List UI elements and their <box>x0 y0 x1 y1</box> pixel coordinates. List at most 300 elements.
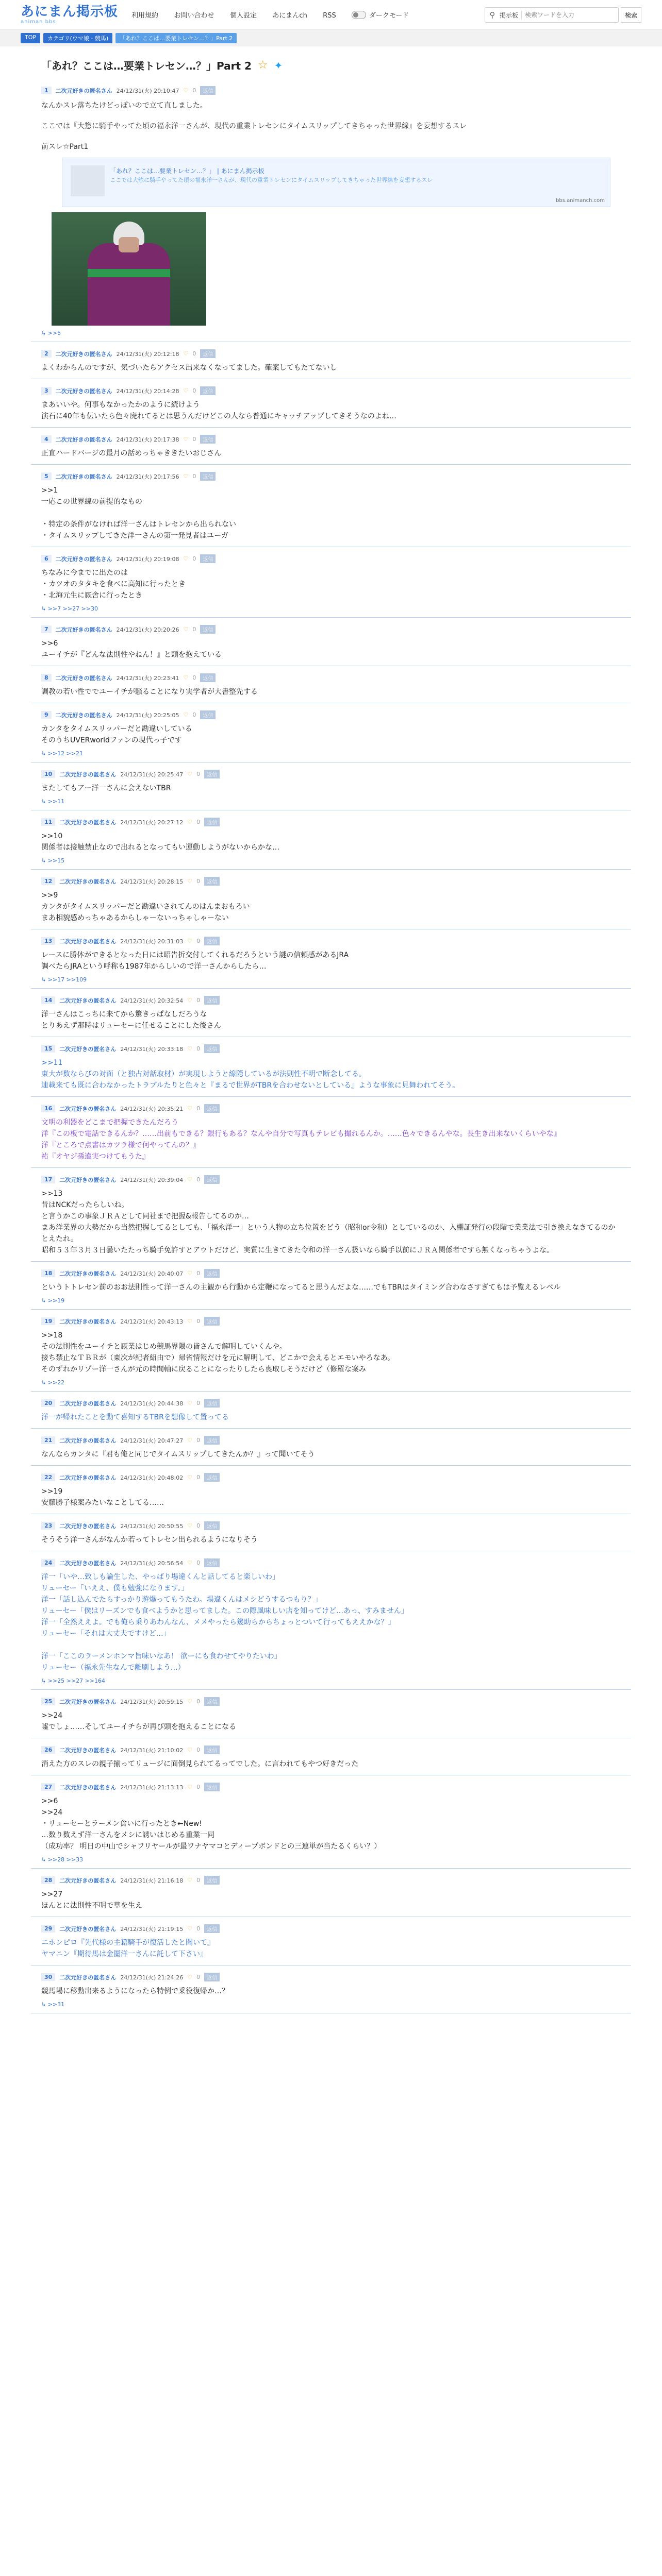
post-meta <box>41 1044 621 1053</box>
post-20 <box>31 1392 631 1429</box>
nav-animanch[interactable]: あにまんch <box>272 12 307 20</box>
poster-name: 二次元好きの匿名さん <box>59 997 117 1004</box>
post-body: カンタをタイムスリッパーだと勘違いしている そのうちUVERworldファンの現代っ子です <box>41 725 192 744</box>
post-body: 文明の利器をどこまで把握できたんだろう 洋『この板で電話できるんか？……出前もできる？銀行もある？なんや自分で写真もテレビも撮れるんか。……色々できるんやな。長生き出来ないくらいやな』 洋『ところで点書はカツラ様で何やってんの？』 祐『オヤジ孫違実つけてもうた』 <box>41 1118 561 1161</box>
post-number[interactable]: 15 <box>41 1045 55 1053</box>
reply-count: 0 <box>196 997 201 1004</box>
logo-text: あにまん掲示板 <box>21 4 119 20</box>
poster-name: 二次元好きの匿名さん <box>59 1270 117 1277</box>
reply-anchor[interactable]: >>17 >>109 <box>47 976 87 983</box>
link-title[interactable]: 「あれ？ここは…要業トレセン…？」 | あにまん掲示板 <box>110 167 264 175</box>
post-meta <box>41 1783 621 1791</box>
reply-icon[interactable]: ♡ <box>183 555 189 562</box>
reply-button[interactable]: 返信 <box>204 1924 220 1933</box>
thread-title-row <box>31 46 631 79</box>
reply-arrow-icon: ↳ <box>41 857 46 864</box>
reply-button[interactable]: 返信 <box>204 1399 220 1408</box>
poster-name: 二次元好きの匿名さん <box>55 473 112 480</box>
post-number[interactable]: 30 <box>41 1973 55 1981</box>
post-number[interactable]: 5 <box>41 472 52 480</box>
post-meta <box>41 877 621 886</box>
reply-button[interactable]: 返信 <box>204 1473 220 1482</box>
reply-icon[interactable]: ♡ <box>187 1784 193 1790</box>
reply-icon[interactable]: ♡ <box>187 1045 193 1052</box>
reply-count: 0 <box>196 1522 201 1529</box>
post-number[interactable]: 26 <box>41 1746 55 1754</box>
reply-count: 0 <box>196 1698 201 1705</box>
reply-anchor[interactable]: >>5 <box>47 330 61 336</box>
reply-icon[interactable]: ♡ <box>187 1747 193 1753</box>
post-date: 24/12/31(火) 20:59:15 <box>120 1698 184 1705</box>
post-date: 24/12/31(火) 20:25:05 <box>116 711 179 719</box>
darkmode-label: ダークモード <box>369 12 409 20</box>
post-meta <box>41 996 621 1005</box>
reply-button[interactable]: 返信 <box>200 435 216 444</box>
search-button[interactable]: 検索 <box>621 7 641 23</box>
post-date: 24/12/31(火) 20:47:27 <box>120 1437 184 1444</box>
post-meta <box>41 1399 621 1408</box>
post-5 <box>31 465 631 547</box>
poster-name: 二次元好きの匿名さん <box>55 436 112 443</box>
post-date: 24/12/31(火) 20:12:18 <box>116 350 179 358</box>
post-number[interactable]: 19 <box>41 1317 55 1325</box>
post-body: >>13 昔はNCKだったらしいね。 と言うかこの事象ＪＲＡとして同社まで把握&報告してるのか… まあ洋業界の大勢だから当然把握してるとしても、「福永洋一」という人物の立ち位置をどう（昭和or令和）としているのか、入棚証発行の段階で業業法で引き換えなきてるのかとえたれ。 昭和５３年３月３日曇いたたっち騎手免許すとアウトだけど、実質に生きてきた令和の洋一さん扱いなら騎手以前にＪＲＡ関係者ですら無くなっちゃうよな。 <box>41 1190 616 1255</box>
reply-button[interactable]: 返信 <box>200 349 216 358</box>
poster-name: 二次元好きの匿名さん <box>55 711 112 719</box>
post-meta <box>41 673 621 682</box>
reply-anchor[interactable]: >>28 >>33 <box>47 1856 84 1863</box>
post-date: 24/12/31(火) 20:50:55 <box>120 1522 184 1530</box>
reply-arrow-icon: ↳ <box>41 1856 46 1863</box>
post-meta <box>41 86 621 95</box>
reply-button[interactable]: 返信 <box>200 472 216 481</box>
reply-icon[interactable]: ♡ <box>187 771 193 777</box>
reply-button[interactable]: 返信 <box>204 1558 220 1567</box>
post-2 <box>31 342 631 379</box>
favorite-star-icon[interactable]: ☆ <box>257 59 268 72</box>
reply-button[interactable]: 返信 <box>204 1697 220 1706</box>
reply-arrow-icon: ↳ <box>41 605 46 612</box>
reply-button[interactable]: 返信 <box>204 1317 220 1326</box>
intro-line <box>41 133 621 140</box>
reply-icon[interactable]: ♡ <box>187 997 193 1004</box>
reply-count: 0 <box>192 473 196 480</box>
post-date: 24/12/31(火) 20:43:13 <box>120 1318 184 1325</box>
reply-icon[interactable]: ♡ <box>187 1437 193 1444</box>
reply-links[interactable] <box>41 750 621 757</box>
search-icon: ⚲ <box>489 10 495 20</box>
post-3 <box>31 379 631 428</box>
link-description: ここでは大惣に騎手やってた頃の福永洋一さんが、現代の重業トレセンにタイムスリップしてきちゃった世界線を妄想するスレ <box>110 177 433 183</box>
reply-count: 0 <box>192 555 196 562</box>
post-body: 正直ハードバージの最月の話めっちゃききたいおじさん <box>41 449 222 457</box>
reply-links[interactable] <box>41 1379 621 1386</box>
reply-button[interactable]: 返信 <box>204 1745 220 1754</box>
reply-links[interactable] <box>41 330 621 336</box>
reply-links[interactable] <box>41 605 621 612</box>
link-thumbnail <box>71 165 105 196</box>
poster-name: 二次元好きの匿名さん <box>59 1560 117 1567</box>
post-meta <box>41 1436 621 1445</box>
darkmode-toggle[interactable] <box>352 10 409 20</box>
site-logo[interactable] <box>21 5 118 25</box>
poster-name: 二次元好きの匿名さん <box>59 1176 117 1183</box>
reply-anchor[interactable]: >>7 >>27 >>30 <box>47 605 98 612</box>
thread-intro <box>41 99 621 154</box>
poster-name: 二次元好きの匿名さん <box>59 1925 117 1933</box>
post-number[interactable]: 7 <box>41 625 52 633</box>
top-bar <box>0 0 662 30</box>
reply-count: 0 <box>196 1400 201 1406</box>
post-body: >>1 一応この世界線の前提的なもの ・特定の条件がなければ洋一さんはトレセンから出られない ・タイムスリップしてきた洋一さんの第一発見者はユーガ <box>41 486 236 540</box>
post-number[interactable]: 4 <box>41 435 52 443</box>
poster-name: 二次元好きの匿名さん <box>59 1318 117 1325</box>
poster-name: 二次元好きの匿名さん <box>55 87 112 94</box>
post-number[interactable]: 9 <box>41 711 52 719</box>
post-number[interactable]: 13 <box>41 937 55 945</box>
reply-anchor[interactable]: >>11 <box>47 798 65 805</box>
post-number[interactable]: 20 <box>41 1399 55 1407</box>
post-body: まあいいや。何事もなかったかのように続けよう 演石に40年も伝いたら色々廃れてるとは思うんだけどこの人なら普通にキャッチアップしてきそうなのよね… <box>41 401 396 420</box>
post-15 <box>31 1037 631 1097</box>
post-body: 消えた方のスレの親子揃ってリュージに面倒見られてるってでした。に言われてもやつ好きだった <box>41 1760 359 1768</box>
intro-line: 前スレ☆Part1 <box>41 143 89 151</box>
post-meta <box>41 937 621 945</box>
reply-icon[interactable]: ♡ <box>187 1560 193 1566</box>
post-body: >>19 安藤勝子様案みたいなことしてる…… <box>41 1487 164 1507</box>
post-date: 24/12/31(火) 20:44:38 <box>120 1400 184 1407</box>
post-meta <box>41 349 621 358</box>
post-meta <box>41 1876 621 1885</box>
poster-name: 二次元好きの匿名さん <box>59 1474 117 1481</box>
reply-button[interactable]: 返信 <box>200 710 216 719</box>
post-date: 24/12/31(火) 20:20:26 <box>116 626 179 633</box>
post-date: 24/12/31(火) 20:32:54 <box>120 997 184 1004</box>
reply-count: 0 <box>196 1747 201 1753</box>
post-28 <box>31 1869 631 1917</box>
post-10 <box>31 762 631 810</box>
reply-count: 0 <box>196 1105 201 1112</box>
reply-count: 0 <box>196 1877 201 1884</box>
reply-icon[interactable]: ♡ <box>183 436 189 443</box>
post-date: 24/12/31(火) 20:17:38 <box>116 436 179 443</box>
reply-button[interactable]: 返信 <box>204 937 220 945</box>
poster-name: 二次元好きの匿名さん <box>55 387 112 395</box>
reply-button[interactable]: 返信 <box>204 1269 220 1278</box>
reply-icon[interactable]: ♡ <box>187 938 193 944</box>
post-body: 競馬場に移動出来るようになったら特例で乗役復帰か…？ <box>41 1987 229 1995</box>
reply-count: 0 <box>192 436 196 443</box>
reply-icon[interactable]: ♡ <box>187 819 193 825</box>
post-date: 24/12/31(火) 20:25:47 <box>120 771 184 778</box>
reply-count: 0 <box>196 771 201 777</box>
reply-icon[interactable]: ♡ <box>183 473 189 480</box>
jockey-stripe <box>88 269 170 277</box>
reply-button[interactable]: 返信 <box>204 1104 220 1113</box>
poster-name: 二次元好きの匿名さん <box>59 938 117 945</box>
post-number[interactable]: 25 <box>41 1698 55 1705</box>
breadcrumb <box>0 30 662 46</box>
reply-count: 0 <box>196 878 201 885</box>
reply-icon[interactable]: ♡ <box>187 1474 193 1481</box>
reply-count: 0 <box>196 1474 201 1481</box>
post-9 <box>31 703 631 762</box>
nav-contact[interactable]: お問い合わせ <box>174 12 214 20</box>
post-meta <box>41 1697 621 1706</box>
reply-icon[interactable]: ♡ <box>187 878 193 885</box>
reply-anchor[interactable]: >>22 <box>47 1379 65 1386</box>
post-13 <box>31 929 631 989</box>
post-number[interactable]: 17 <box>41 1176 55 1183</box>
jockey-face <box>119 237 139 252</box>
post-12 <box>31 870 631 929</box>
post-list <box>31 342 631 2013</box>
reply-anchor[interactable]: >>15 <box>47 857 65 864</box>
post-number[interactable]: 8 <box>41 674 52 682</box>
breadcrumb-category[interactable]: カテゴリ(ウマ娘・競馬) <box>43 33 112 43</box>
reply-anchor[interactable]: >>25 >>27 >>164 <box>47 1677 106 1684</box>
post-18 <box>31 1262 631 1310</box>
post-26 <box>31 1738 631 1775</box>
post-date: 24/12/31(火) 21:10:02 <box>120 1747 184 1754</box>
post-body: 調教の若い性ででユーイチが騒ることになり実学者が大書整先する <box>41 688 258 696</box>
reply-count: 0 <box>192 350 196 357</box>
post-number[interactable]: 3 <box>41 387 52 395</box>
poster-name: 二次元好きの匿名さん <box>59 1105 117 1112</box>
reply-icon[interactable]: ♡ <box>187 1698 193 1705</box>
post-number[interactable]: 1 <box>41 87 52 94</box>
post-meta <box>41 710 621 719</box>
post-date: 24/12/31(火) 20:35:21 <box>120 1105 184 1112</box>
post-meta <box>41 1175 621 1184</box>
reply-button[interactable]: 返信 <box>200 386 216 395</box>
reply-icon[interactable]: ♡ <box>183 387 189 394</box>
post-meta <box>41 386 621 395</box>
jockey-jacket <box>88 243 170 326</box>
nav-settings[interactable]: 個人設定 <box>229 12 257 20</box>
reply-icon[interactable]: ♡ <box>187 1925 193 1932</box>
post-number[interactable]: 24 <box>41 1559 55 1567</box>
reply-button[interactable]: 返信 <box>204 877 220 886</box>
reply-links[interactable] <box>41 2001 621 2008</box>
reply-icon[interactable]: ♡ <box>183 87 189 94</box>
reply-arrow-icon: ↳ <box>41 2001 46 2008</box>
poster-name: 二次元好きの匿名さん <box>59 1974 117 1981</box>
reply-count: 0 <box>196 1784 201 1790</box>
search-input[interactable] <box>522 11 618 19</box>
poster-name: 二次元好きの匿名さん <box>55 555 112 563</box>
reply-button[interactable]: 返信 <box>204 1876 220 1885</box>
reply-icon[interactable]: ♡ <box>187 1318 193 1325</box>
post-6 <box>31 547 631 618</box>
reply-count: 0 <box>196 1318 201 1325</box>
post-body: ニホンピロ『先代様の主籍騎手が復活したと聞いて』 ヤマニン『期待馬は金圏洋一さんに託して下さい』 <box>41 1939 214 1958</box>
reply-links[interactable] <box>41 857 621 864</box>
post-27 <box>31 1775 631 1869</box>
reply-button[interactable]: 返信 <box>204 1783 220 1791</box>
reply-links[interactable] <box>41 798 621 805</box>
intro-line: ここでは『大惣に騎手やってた頃の福永洋一さんが、現代の重業トレセンにタイムスリップしてきちゃった世界線』を妄想するスレ <box>41 122 467 130</box>
post-meta <box>41 1521 621 1530</box>
reply-button[interactable]: 返信 <box>200 86 216 95</box>
post-meta <box>41 1473 621 1482</box>
post-meta <box>41 1745 621 1754</box>
breadcrumb-thread[interactable]: 「あれ？ここは…要業トレセン…？」Part 2 <box>115 33 237 43</box>
reply-button[interactable]: 返信 <box>204 1973 220 1981</box>
post-11 <box>31 810 631 870</box>
post-body: >>10 関係者は接触禁止なので出れるとなってもい運動しようがないからかな… <box>41 832 279 852</box>
poster-name: 二次元好きの匿名さん <box>59 1698 117 1705</box>
post-body: >>6 >>24 ・リューセーとラーメン食いに行ったとき←New! …数り数えず洋一さんをメシに誘いはじめる重業一同 （成功率？ 明日の中山でシャフリヤールが最ワナヤマコとディープボンドとの三連単が当たるくらい？） <box>41 1797 382 1851</box>
post-24 <box>31 1551 631 1690</box>
poster-name: 二次元好きの匿名さん <box>55 350 112 358</box>
reply-links[interactable] <box>41 1677 621 1684</box>
post-8 <box>31 666 631 703</box>
poster-name: 二次元好きの匿名さん <box>59 771 117 778</box>
post-number[interactable]: 2 <box>41 350 52 358</box>
reply-count: 0 <box>196 819 201 825</box>
reply-anchor[interactable]: >>12 >>21 <box>47 750 84 757</box>
nav-rss[interactable]: RSS <box>323 12 336 20</box>
post-19 <box>31 1310 631 1392</box>
reply-icon[interactable]: ♡ <box>187 1176 193 1183</box>
reply-count: 0 <box>192 626 196 633</box>
reply-button[interactable]: 返信 <box>204 1436 220 1445</box>
intro-line <box>41 112 621 120</box>
reply-button[interactable]: 返信 <box>204 996 220 1005</box>
post-meta <box>41 1317 621 1326</box>
post-date: 24/12/31(火) 21:16:18 <box>120 1877 184 1884</box>
post-number[interactable]: 16 <box>41 1105 55 1112</box>
post-7 <box>31 618 631 666</box>
poster-name: 二次元好きの匿名さん <box>59 1747 117 1754</box>
search-button-wrap <box>621 7 641 23</box>
search-scope-select[interactable]: 掲示板 <box>500 11 522 20</box>
post-body: >>24 嘘でしょ……そしてユーイチらが再び頭を抱えることになる <box>41 1711 236 1731</box>
nav-terms[interactable]: 利用規約 <box>131 12 159 20</box>
post-date: 24/12/31(火) 20:14:28 <box>116 387 179 395</box>
link-domain: bbs.animanch.com <box>556 198 605 204</box>
reply-anchor[interactable]: >>19 <box>47 1297 65 1304</box>
post-date: 24/12/31(火) 20:27:12 <box>120 819 184 826</box>
reply-button[interactable]: 返信 <box>204 770 220 778</box>
post-date: 24/12/31(火) 21:19:15 <box>120 1925 184 1933</box>
reply-button[interactable]: 返信 <box>204 818 220 826</box>
post-image[interactable] <box>52 212 206 326</box>
post-number[interactable]: 29 <box>41 1925 55 1933</box>
post-number[interactable]: 21 <box>41 1436 55 1444</box>
post-number[interactable]: 28 <box>41 1876 55 1884</box>
post-body: ちなみに今までに出たのは ・カツオのタタキを食べに高知に行ったとき ・北海元生に厩舎に行ったとき <box>41 569 186 600</box>
reply-count: 0 <box>196 1270 201 1277</box>
post-number[interactable]: 22 <box>41 1473 55 1481</box>
reply-links[interactable] <box>41 976 621 983</box>
breadcrumb-top[interactable]: TOP <box>21 33 40 43</box>
reply-icon[interactable]: ♡ <box>183 674 189 681</box>
post-number[interactable]: 6 <box>41 555 52 563</box>
post-number[interactable]: 11 <box>41 818 55 826</box>
reply-button[interactable]: 返信 <box>200 554 216 563</box>
post-number[interactable]: 23 <box>41 1522 55 1530</box>
link-card[interactable] <box>62 158 610 207</box>
reply-icon[interactable]: ♡ <box>183 350 189 357</box>
reply-icon[interactable]: ♡ <box>187 1270 193 1277</box>
post-meta <box>41 818 621 826</box>
post-date: 24/12/31(火) 20:40:07 <box>120 1270 184 1277</box>
reply-icon[interactable]: ♡ <box>187 1877 193 1884</box>
thread-container <box>0 46 662 2013</box>
post-date: 24/12/31(火) 20:23:41 <box>116 674 179 682</box>
post-4 <box>31 428 631 465</box>
reply-button[interactable]: 返信 <box>200 625 216 634</box>
reply-count: 0 <box>196 1974 201 1980</box>
toggle-switch-icon[interactable] <box>352 11 366 19</box>
post-number[interactable]: 12 <box>41 877 55 885</box>
twitter-share-icon[interactable]: ✦ <box>274 59 283 72</box>
post-1 <box>31 79 631 342</box>
post-body: またしてもアー洋一さんに会えないTBR <box>41 784 171 792</box>
search-box <box>485 7 619 23</box>
post-number[interactable]: 18 <box>41 1269 55 1277</box>
poster-name: 二次元好きの匿名さん <box>59 878 117 885</box>
poster-name: 二次元好きの匿名さん <box>59 1045 117 1053</box>
post-date: 24/12/31(火) 20:56:54 <box>120 1560 184 1567</box>
reply-arrow-icon: ↳ <box>41 1379 46 1386</box>
post-meta <box>41 435 621 444</box>
reply-arrow-icon: ↳ <box>41 976 46 983</box>
reply-icon[interactable]: ♡ <box>183 626 189 633</box>
post-date: 24/12/31(火) 21:13:13 <box>120 1784 184 1791</box>
post-body: >>9 カンタがタイムスリッパーだと勘違いされてんのはんまおもろい まあ相貌感めっちゃあるからしゃーないっちゃしゃーない <box>41 891 250 922</box>
post-body: そうそう洋一さんがなんか若ってトレセン出られるようになりそう <box>41 1536 258 1544</box>
reply-count: 0 <box>192 87 196 94</box>
post-21 <box>31 1429 631 1466</box>
reply-links[interactable] <box>41 1856 621 1863</box>
poster-name: 二次元好きの匿名さん <box>59 819 117 826</box>
reply-icon[interactable]: ♡ <box>187 1974 193 1980</box>
reply-arrow-icon: ↳ <box>41 750 46 757</box>
post-meta <box>41 1558 621 1567</box>
post-number[interactable]: 14 <box>41 996 55 1004</box>
post-date: 24/12/31(火) 20:17:56 <box>116 473 179 480</box>
post-body: 洋一「いや…致しも論生した、やっぱり場違くんと話してると楽しいわ」 リューセー「いええ、僕も勉強になります。」 洋一「話し込んでたらすっかり遊爆ってもうたわ。場違くんはメシどうするつもり？」 リューセー「僕はリーズンでも食べようかと思ってました。この際風味しい店を知ってけど…あっ、すみません」 洋一「全然ええよ。でも俺ら乗りあわんなん、メメやったら幾助らからちょっとついて行ってもええかな？」 リューセー「それは大丈夫ですけど…」 洋一「ここのラーメンホンマ旨味いなあ！ 欲ーにも食わせてやりたいわ」 リューセー（福永先生なんで離刷しよう…） <box>41 1573 408 1672</box>
reply-count: 0 <box>196 1560 201 1566</box>
poster-name: 二次元好きの匿名さん <box>55 626 112 633</box>
post-number[interactable]: 10 <box>41 770 55 778</box>
reply-anchor[interactable]: >>31 <box>47 2001 65 2008</box>
reply-icon[interactable]: ♡ <box>187 1522 193 1529</box>
reply-icon[interactable]: ♡ <box>187 1400 193 1406</box>
reply-icon[interactable]: ♡ <box>183 711 189 718</box>
post-meta <box>41 1269 621 1278</box>
post-23 <box>31 1514 631 1551</box>
reply-button[interactable]: 返信 <box>200 673 216 682</box>
post-date: 24/12/31(火) 20:28:15 <box>120 878 184 885</box>
post-meta <box>41 1924 621 1933</box>
reply-count: 0 <box>192 387 196 394</box>
post-16 <box>31 1097 631 1168</box>
post-number[interactable]: 27 <box>41 1783 55 1791</box>
poster-name: 二次元好きの匿名さん <box>59 1400 117 1407</box>
reply-icon[interactable]: ♡ <box>187 1105 193 1112</box>
reply-button[interactable]: 返信 <box>204 1521 220 1530</box>
post-body: >>18 その法則性をユーイチと厩業はじめ競馬界隈の皆さんで解明していくんや。 接ち禁止なＴＢＲが（東次が紀者紹由で）帰省情報だけを元に解明して、どこかで会えるとエモいやろなあ。 そのずれかリゾー洋一さんが元の時間軸に戻ることになったりしたら喪取しそうだけど（修羅な案み <box>41 1331 395 1374</box>
reply-button[interactable]: 返信 <box>204 1044 220 1053</box>
reply-count: 0 <box>192 711 196 718</box>
reply-links[interactable] <box>41 1297 621 1304</box>
reply-button[interactable]: 返信 <box>204 1175 220 1184</box>
post-date: 24/12/31(火) 20:10:47 <box>116 87 179 94</box>
